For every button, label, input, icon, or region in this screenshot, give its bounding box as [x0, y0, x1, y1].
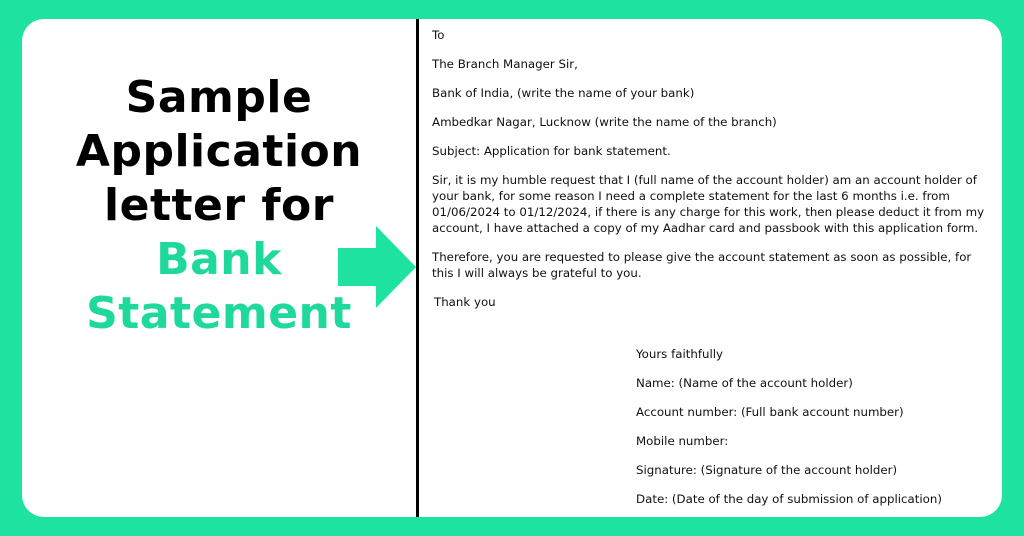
headline-line-1: Sample: [125, 72, 313, 123]
signature-block: [636, 346, 942, 517]
headline-line-3: letter for: [104, 180, 334, 231]
content-card: [22, 19, 1002, 517]
headline-line-5: Statement: [86, 288, 352, 339]
letter-bank: Bank of India, (write the name of your bank): [432, 86, 695, 100]
right-arrow-icon: [338, 226, 416, 308]
letter-subject: Subject: Application for bank statement.: [432, 144, 671, 158]
letter-to: To: [432, 28, 445, 42]
vertical-divider: [416, 19, 419, 517]
signature-field: Signature: (Signature of the account holder): [636, 463, 898, 477]
letter-paragraph-2: Therefore, you are requested to please give the account statement as soon as possible, for this I will always be grateful to you.: [432, 250, 972, 280]
account-number-field: Account number: (Full bank account number): [636, 405, 904, 419]
letter-paragraph-1: Sir, it is my humble request that I (full name of the account holder) am an account holder of your bank, for some reason I need a complete statement for the last 6 months i.e. from 01/06/2024 to 01/12/2024, if there is any charge for this work, then please deduct it from my account, I have attached a copy of my Aadhar card and passbook with this application form.: [432, 173, 985, 235]
closing: Yours faithfully: [636, 347, 724, 361]
letter-recipient: The Branch Manager Sir,: [432, 57, 578, 71]
mobile-number-field: Mobile number:: [636, 434, 729, 448]
date-field: Date: (Date of the day of submission of application): [636, 492, 942, 506]
headline-line-2: Application: [75, 126, 363, 177]
name-field: Name: (Name of the account holder): [636, 376, 853, 390]
letter-body: [432, 27, 992, 310]
letter-branch: Ambedkar Nagar, Lucknow (write the name of the branch): [432, 115, 777, 129]
letter-thanks: Thank you: [434, 295, 496, 309]
headline-line-4: Bank: [156, 234, 282, 285]
